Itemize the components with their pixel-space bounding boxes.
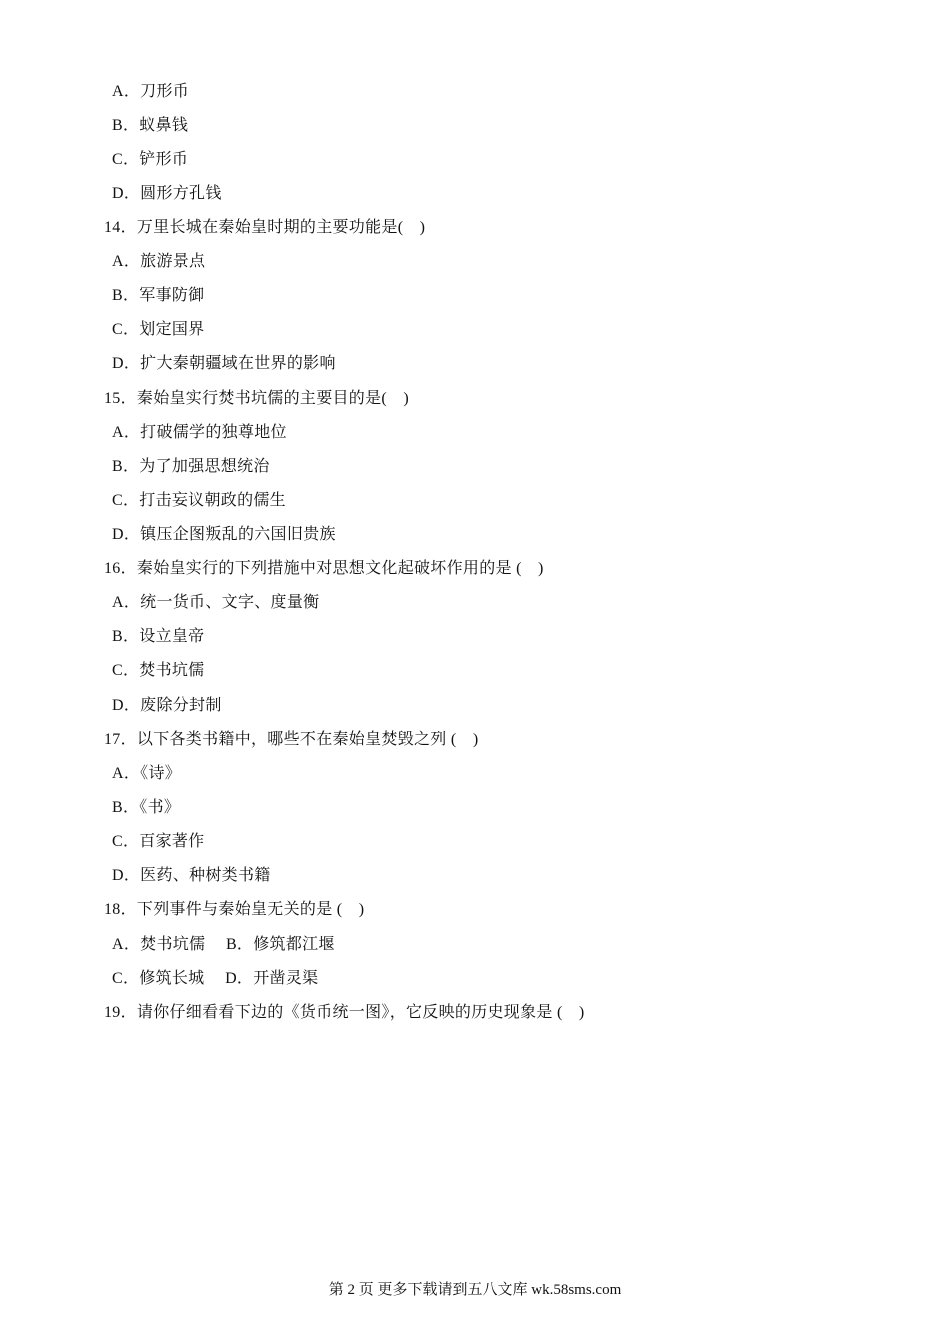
option-15-c: C．打击妄议朝政的儒生 — [112, 492, 286, 509]
question-15: 15．秦始皇实行焚书坑儒的主要目的是( ) — [104, 390, 409, 407]
option-13-a: A．刀形币 — [112, 83, 190, 100]
page-footer: 第 2 页 更多下载请到五八文库 wk.58sms.com — [328, 1282, 622, 1298]
option-15-a: A．打破儒学的独尊地位 — [112, 424, 287, 441]
option-14-b: B．军事防御 — [112, 287, 205, 304]
option-13-b: B．蚁鼻钱 — [112, 117, 189, 134]
option-14-c: C．划定国界 — [112, 321, 205, 338]
option-14-d: D．扩大秦朝疆域在世界的影响 — [112, 355, 336, 372]
option-16-b: B．设立皇帝 — [112, 628, 205, 645]
option-16-c: C．焚书坑儒 — [112, 662, 205, 679]
option-15-b: B．为了加强思想统治 — [112, 458, 270, 475]
option-17-a: A．《诗》 — [112, 765, 182, 782]
option-16-a: A．统一货币、文字、度量衡 — [112, 594, 320, 611]
option-16-d: D．废除分封制 — [112, 697, 222, 714]
option-17-d: D．医药、种树类书籍 — [112, 867, 271, 884]
option-17-c: C．百家著作 — [112, 833, 205, 850]
question-14: 14．万里长城在秦始皇时期的主要功能是( ) — [104, 219, 426, 236]
option-14-a: A．旅游景点 — [112, 253, 206, 270]
option-18-ab: A．焚书坑儒 B．修筑都江堰 — [112, 936, 335, 953]
option-13-d: D．圆形方孔钱 — [112, 185, 222, 202]
option-13-c: C．铲形币 — [112, 151, 189, 168]
question-16: 16．秦始皇实行的下列措施中对思想文化起破坏作用的是 ( ) — [104, 560, 544, 577]
option-18-cd: C．修筑长城 D．开凿灵渠 — [112, 970, 319, 987]
option-15-d: D．镇压企图叛乱的六国旧贵族 — [112, 526, 336, 543]
option-17-b: B．《书》 — [112, 799, 181, 816]
question-17: 17．以下各类书籍中，哪些不在秦始皇焚毁之列 ( ) — [104, 731, 479, 748]
question-18: 18．下列事件与秦始皇无关的是 ( ) — [104, 901, 365, 918]
question-19: 19．请你仔细看看下边的《货币统一图》，它反映的历史现象是 ( ) — [104, 1004, 585, 1021]
